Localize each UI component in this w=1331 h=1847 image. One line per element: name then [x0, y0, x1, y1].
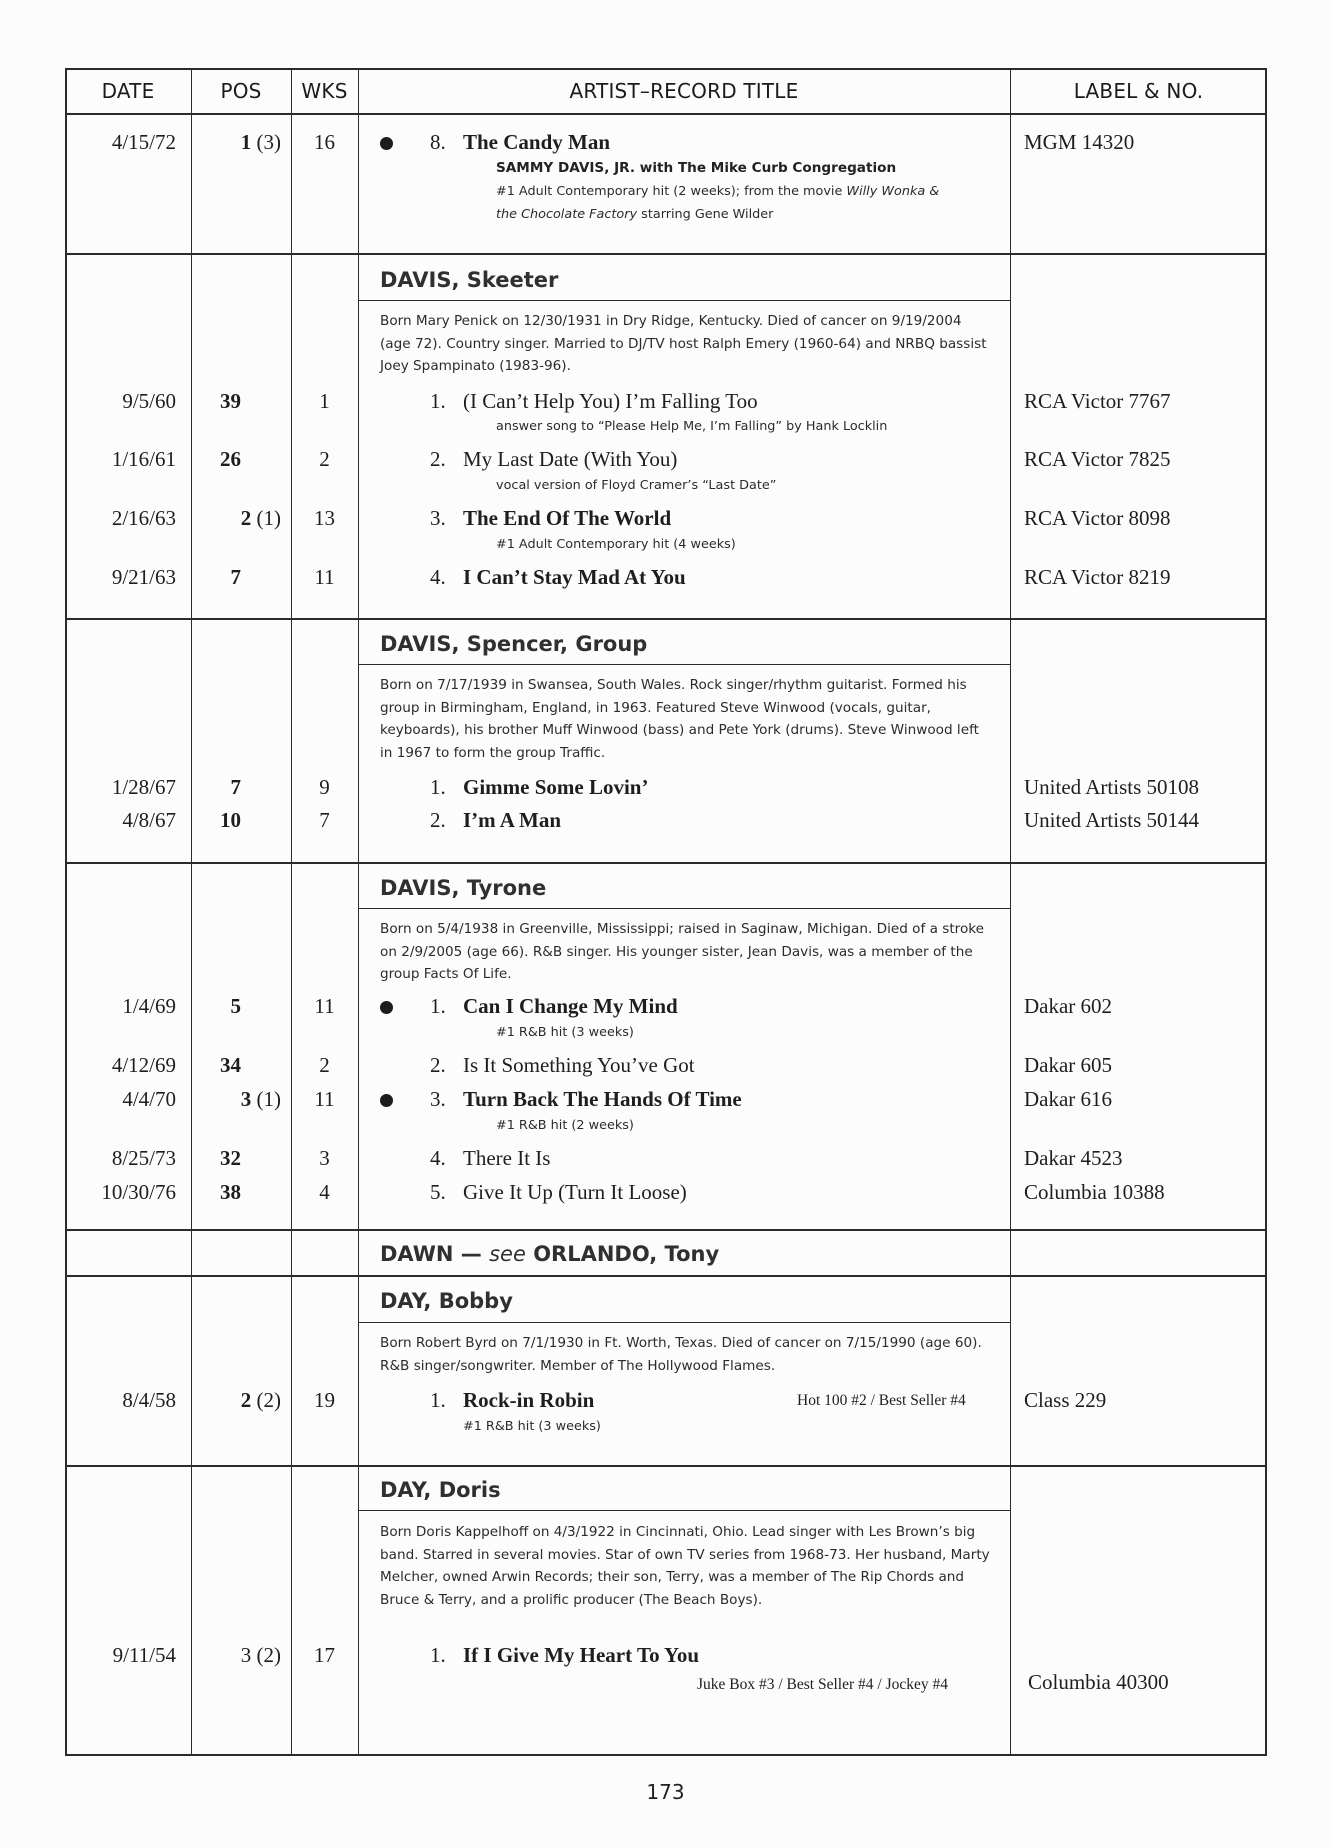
- song-note: #1 Adult Contemporary hit (4 weeks): [496, 537, 736, 552]
- artist-divider: [358, 664, 1010, 665]
- weeks-charted: 19: [314, 1388, 335, 1412]
- chart-date: 1/16/61: [111, 447, 176, 471]
- song-title: Give It Up (Turn It Loose): [463, 1180, 687, 1204]
- note-italic: Willy Wonka &: [846, 184, 940, 199]
- peak-position: 10: [220, 808, 241, 832]
- song-number: 3.: [430, 506, 446, 530]
- chart-date: 2/16/63: [111, 506, 176, 530]
- weeks-charted: 11: [314, 994, 335, 1018]
- song-number: 1.: [430, 775, 446, 799]
- weeks-charted: 13: [314, 506, 335, 530]
- song-number: 1.: [430, 1643, 446, 1667]
- row-divider: [65, 1465, 1267, 1467]
- song-title: The Candy Man: [463, 130, 611, 154]
- chart-date: 9/5/60: [122, 389, 176, 413]
- record-label: MGM 14320: [1024, 130, 1135, 154]
- peak-value: 2: [240, 1388, 252, 1412]
- chart-date: 1/28/67: [111, 775, 176, 799]
- artist-divider: [358, 1322, 1010, 1323]
- gold-record-bullet-icon: [380, 1001, 393, 1014]
- cross-reference-dawn: [380, 1242, 719, 1266]
- song-number: 1.: [430, 1388, 446, 1412]
- record-label: Columbia 40300: [1028, 1670, 1169, 1694]
- song-title-line: [430, 808, 561, 833]
- song-note: [496, 184, 939, 199]
- peak-position: [191, 506, 281, 531]
- song-number: 4.: [430, 1146, 446, 1170]
- peak-position: 7: [230, 775, 241, 799]
- column-divider: [191, 68, 192, 1756]
- chart-info: Hot 100 #2 / Best Seller #4: [797, 1392, 966, 1409]
- weeks-charted: 17: [314, 1643, 335, 1667]
- header-wks: WKS: [301, 79, 348, 103]
- song-title-line: [430, 506, 671, 531]
- artist-name: DAVIS, Skeeter: [380, 268, 559, 292]
- song-title: I’m A Man: [463, 808, 562, 832]
- song-title: (I Can’t Help You) I’m Falling Too: [463, 389, 758, 413]
- song-number: 1.: [430, 389, 446, 413]
- peak-position: 38: [220, 1180, 241, 1204]
- song-number: 2.: [430, 1053, 446, 1077]
- row-divider: [65, 253, 1267, 255]
- artist-divider: [358, 1510, 1010, 1511]
- header-pos: POS: [220, 79, 262, 103]
- song-note: #1 R&B hit (3 weeks): [463, 1419, 601, 1434]
- row-divider: [65, 1275, 1267, 1277]
- song-number: 2.: [430, 808, 446, 832]
- peak-position: 32: [220, 1146, 241, 1170]
- peak-position: 26: [220, 447, 241, 471]
- artist-divider: [358, 908, 1010, 909]
- artist-name: DAY, Doris: [380, 1478, 501, 1502]
- song-title: If I Give My Heart To You: [463, 1643, 700, 1667]
- song-title-line: [430, 130, 610, 155]
- record-label: United Artists 50144: [1024, 808, 1200, 832]
- row-divider: [65, 1229, 1267, 1231]
- song-title: Gimme Some Lovin’: [463, 775, 649, 799]
- weeks-charted: 2: [319, 1053, 330, 1077]
- record-label: Columbia 10388: [1024, 1180, 1165, 1204]
- song-title: Can I Change My Mind: [463, 994, 678, 1018]
- song-title-line: [430, 389, 758, 414]
- song-title: I Can’t Stay Mad At You: [463, 565, 686, 589]
- peak-value: 3: [240, 1643, 252, 1667]
- song-title-line: [430, 1146, 550, 1171]
- weeks-at-peak: (2): [256, 1643, 281, 1667]
- weeks-charted: 9: [319, 775, 330, 799]
- record-label: Dakar 605: [1024, 1053, 1113, 1077]
- record-label: United Artists 50108: [1024, 775, 1200, 799]
- artist-name: DAVIS, Tyrone: [380, 876, 547, 900]
- artist-name: DAY, Bobby: [380, 1289, 513, 1313]
- weeks-charted: 11: [314, 565, 335, 589]
- column-divider: [358, 68, 359, 1756]
- note-italic: the Chocolate Factory: [496, 207, 638, 222]
- record-label: Dakar 602: [1024, 994, 1113, 1018]
- artist-bio: Born on 5/4/1938 in Greenville, Mississippi; raised in Saginaw, Michigan. Died of a stroke on 2/9/2005 (age 66). R&B singer. His younger sister, Jean Davis, was a member of the group Facts Of Life.: [380, 921, 985, 982]
- featuring-credit: SAMMY DAVIS, JR. with The Mike Curb Congregation: [496, 160, 897, 176]
- note-text: starring Gene Wilder: [637, 207, 774, 222]
- song-title-line: [430, 1643, 699, 1668]
- column-divider: [291, 68, 292, 1756]
- record-label: Dakar 4523: [1024, 1146, 1123, 1170]
- song-note: #1 R&B hit (2 weeks): [496, 1118, 634, 1133]
- peak-position: 5: [230, 994, 241, 1018]
- song-number: 1.: [430, 994, 446, 1018]
- chart-date: 1/4/69: [122, 994, 176, 1018]
- song-number: 8.: [430, 130, 446, 154]
- see-reference: see: [489, 1242, 526, 1266]
- song-number: 3.: [430, 1087, 446, 1111]
- record-label: RCA Victor 7825: [1024, 447, 1171, 471]
- record-label: RCA Victor 7767: [1024, 389, 1171, 413]
- row-divider: [65, 618, 1267, 620]
- peak-position: [191, 130, 281, 155]
- column-divider: [1010, 68, 1011, 1756]
- record-label: Class 229: [1024, 1388, 1107, 1412]
- song-title-line: [430, 1087, 742, 1112]
- peak-position: [191, 1388, 281, 1413]
- song-number: 4.: [430, 565, 446, 589]
- row-divider: [65, 862, 1267, 864]
- song-number: 2.: [430, 447, 446, 471]
- page-number: 173: [646, 1780, 685, 1804]
- header-date: DATE: [101, 79, 155, 103]
- weeks-charted: 16: [314, 130, 335, 154]
- song-title-line: [430, 565, 686, 590]
- song-title-line: [430, 447, 677, 472]
- weeks-at-peak: (1): [256, 506, 281, 530]
- song-title: My Last Date (With You): [463, 447, 678, 471]
- chart-date: 4/8/67: [122, 808, 176, 832]
- record-label: Dakar 616: [1024, 1087, 1113, 1111]
- weeks-at-peak: (1): [256, 1087, 281, 1111]
- chart-date: 8/4/58: [122, 1388, 176, 1412]
- gold-record-bullet-icon: [380, 1094, 393, 1107]
- chart-date: 4/15/72: [111, 130, 176, 154]
- chart-date: 4/12/69: [111, 1053, 176, 1077]
- chart-date: 4/4/70: [122, 1087, 176, 1111]
- weeks-at-peak: (3): [256, 130, 281, 154]
- header-label-no: LABEL & NO.: [1073, 79, 1204, 103]
- peak-value: 3: [240, 1087, 252, 1111]
- chart-date: 9/11/54: [112, 1643, 176, 1667]
- weeks-charted: 7: [319, 808, 330, 832]
- song-title-line: [430, 1388, 594, 1413]
- weeks-charted: 1: [319, 389, 330, 413]
- song-title: Is It Something You’ve Got: [463, 1053, 695, 1077]
- peak-position: 39: [220, 389, 241, 413]
- song-note: #1 R&B hit (3 weeks): [496, 1025, 634, 1040]
- song-title: There It Is: [463, 1146, 551, 1170]
- weeks-charted: 4: [319, 1180, 330, 1204]
- chart-info: Juke Box #3 / Best Seller #4 / Jockey #4: [697, 1676, 948, 1693]
- song-title: Turn Back The Hands Of Time: [463, 1087, 742, 1111]
- song-title: The End Of The World: [463, 506, 672, 530]
- song-title-line: [430, 1053, 695, 1078]
- artist-divider: [358, 300, 1010, 301]
- song-title-line: [430, 775, 648, 800]
- song-note: [496, 207, 773, 222]
- artist-name: DAWN —: [380, 1242, 490, 1266]
- peak-position: [191, 1643, 281, 1668]
- peak-position: 7: [230, 565, 241, 589]
- weeks-charted: 11: [314, 1087, 335, 1111]
- artist-name: DAVIS, Spencer, Group: [380, 632, 648, 656]
- peak-value: 1: [240, 130, 252, 154]
- artist-bio: Born on 7/17/1939 in Swansea, South Wales. Rock singer/rhythm guitarist. Formed his group in Birmingham, England, in 1963. Featured Steve Winwood (vocals, guitar, keyboards), his brother Muff Winwood (bass) and Pete York (drums). Steve Winwood left in 1967 to form the group Traffic.: [380, 677, 979, 761]
- artist-bio: Born Robert Byrd on 7/1/1930 in Ft. Worth, Texas. Died of cancer on 7/15/1990 (age 60). R&B singer/songwriter. Member of The Hollywood Flames.: [380, 1335, 982, 1374]
- weeks-charted: 2: [319, 447, 330, 471]
- song-number: 5.: [430, 1180, 446, 1204]
- artist-bio: Born Doris Kappelhoff on 4/3/1922 in Cincinnati, Ohio. Lead singer with Les Brown’s big band. Starred in several movies. Star of own TV series from 1968-73. Her husband, Marty Melcher, owned Arwin Records; their son, Terry, was a member of The Rip Chords and Bruce & Terry, and a prolific producer (The Beach Boys).: [380, 1524, 990, 1608]
- chart-date: 9/21/63: [111, 565, 176, 589]
- weeks-charted: 3: [319, 1146, 330, 1170]
- weeks-at-peak: (2): [256, 1388, 281, 1412]
- song-title-line: [430, 994, 678, 1019]
- peak-position: [191, 1087, 281, 1112]
- song-title: Rock-in Robin: [463, 1388, 595, 1412]
- song-note: vocal version of Floyd Cramer’s “Last Date”: [496, 478, 777, 493]
- peak-position: 34: [220, 1053, 241, 1077]
- peak-value: 2: [240, 506, 252, 530]
- header-artist-record-title: ARTIST–RECORD TITLE: [569, 79, 799, 103]
- note-text: #1 Adult Contemporary hit (2 weeks); from the movie: [496, 184, 847, 199]
- record-label: RCA Victor 8219: [1024, 565, 1171, 589]
- chart-date: 10/30/76: [101, 1180, 176, 1204]
- referenced-artist: ORLANDO, Tony: [525, 1242, 720, 1266]
- chart-date: 8/25/73: [111, 1146, 176, 1170]
- gold-record-bullet-icon: [380, 137, 393, 150]
- song-note: answer song to “Please Help Me, I’m Falling” by Hank Locklin: [496, 419, 888, 434]
- song-title-line: [430, 1180, 687, 1205]
- artist-bio: Born Mary Penick on 12/30/1931 in Dry Ridge, Kentucky. Died of cancer on 9/19/2004 (age 72). Country singer. Married to DJ/TV host Ralph Emery (1960-64) and NRBQ bassist Joey Spampinato (1983-96).: [380, 313, 987, 374]
- record-label: RCA Victor 8098: [1024, 506, 1171, 530]
